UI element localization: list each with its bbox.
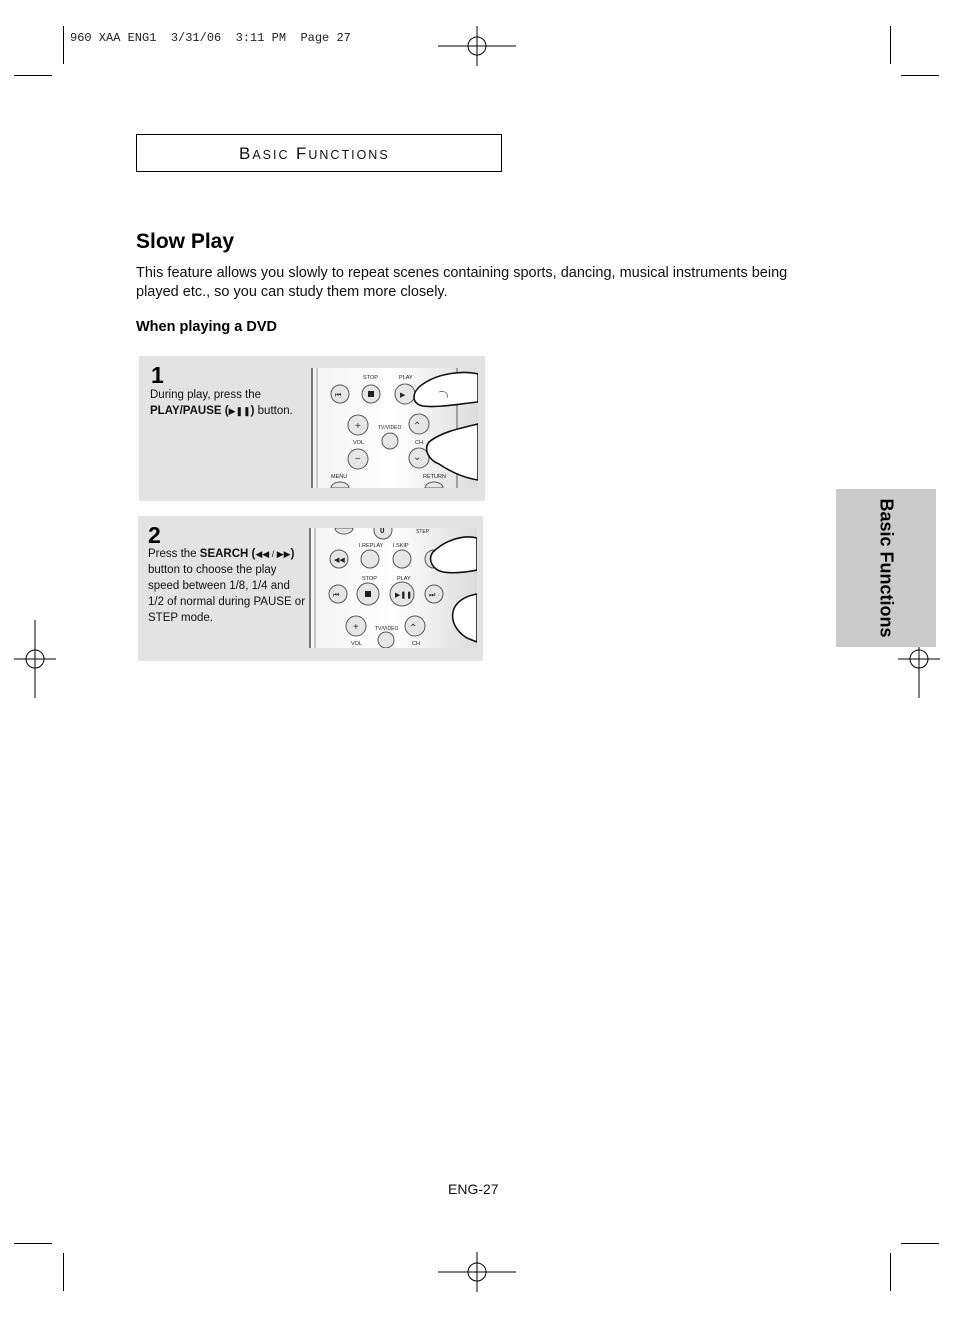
- registration-mark-bottom: [436, 1250, 518, 1294]
- play-label: PLAY: [397, 576, 411, 582]
- remote-illustration-2: [309, 528, 477, 648]
- step-number: 1: [151, 362, 164, 388]
- svg-text:0: 0: [380, 528, 385, 535]
- step-label: STEP: [416, 529, 430, 535]
- i-skip-label: I.SKIP: [393, 543, 409, 549]
- tv-video-label: TV/VIDEO: [375, 626, 399, 632]
- registration-mark-left: [12, 618, 58, 700]
- svg-text:+: +: [355, 421, 361, 432]
- i-skip-button: [393, 550, 411, 568]
- tv-video-button: [382, 433, 398, 449]
- subheading: When playing a DVD: [136, 319, 277, 335]
- svg-text:◀◀: ◀◀: [334, 557, 345, 564]
- svg-text:⌃: ⌃: [413, 421, 422, 432]
- svg-text:▶❚❚: ▶❚❚: [395, 592, 413, 599]
- svg-text:⏭: ⏭: [429, 592, 436, 599]
- stop-label: STOP: [363, 375, 378, 381]
- print-slug: 960 XAA ENG1 3/31/06 3:11 PM Page 27: [70, 31, 351, 45]
- step-2-panel: [138, 516, 483, 661]
- tv-video-button: [378, 632, 394, 648]
- intro-paragraph: This feature allows you slowly to repeat scenes containing sports, dancing, musical instruments being played etc., so you can study them more closely.: [136, 265, 788, 300]
- ch-label: CH: [415, 440, 423, 446]
- section-title: BASIC FUNCTIONS: [239, 144, 390, 163]
- svg-text:+: +: [353, 622, 359, 633]
- svg-text:−: −: [355, 454, 361, 465]
- section-header: [136, 134, 502, 172]
- svg-text:⏮: ⏮: [335, 392, 342, 399]
- step-instruction: Press the SEARCH (◀◀ / ▶▶) button to choose the play speed between 1/8, 1/4 and 1/2 of normal during PAUSE or STEP mode.: [148, 548, 306, 624]
- menu-label: MENU: [331, 474, 348, 480]
- i-replay-button: [361, 550, 379, 568]
- side-tab: [836, 489, 936, 647]
- return-label: RETURN: [423, 474, 446, 480]
- vol-label: VOL: [351, 641, 363, 647]
- ch-label: CH: [412, 641, 420, 647]
- side-tab-label: Basic Functions: [876, 498, 897, 638]
- i-replay-label: I.REPLAY: [359, 543, 384, 549]
- tv-video-label: TV/VIDEO: [378, 425, 402, 431]
- svg-text:⏮: ⏮: [333, 592, 340, 599]
- remote-illustration-1: [311, 368, 478, 488]
- registration-mark-top: [436, 24, 518, 68]
- svg-text:⌃: ⌃: [409, 623, 418, 634]
- vol-label: VOL: [353, 440, 365, 446]
- search-symbol: ◀◀ / ▶▶: [255, 549, 291, 559]
- svg-text:⌄: ⌄: [413, 452, 422, 463]
- page-title: Slow Play: [136, 230, 235, 253]
- svg-text:▶: ▶: [400, 392, 406, 399]
- play-pause-symbol: ▶❚❚: [228, 406, 251, 416]
- stop-label: STOP: [362, 576, 377, 582]
- page-number: ENG-27: [448, 1181, 499, 1197]
- step-number: 2: [148, 522, 161, 548]
- play-label: PLAY: [399, 375, 413, 381]
- step-1-panel: [139, 356, 485, 501]
- step-instruction: During play, press the PLAY/PAUSE (▶❚❚) button.: [150, 389, 293, 417]
